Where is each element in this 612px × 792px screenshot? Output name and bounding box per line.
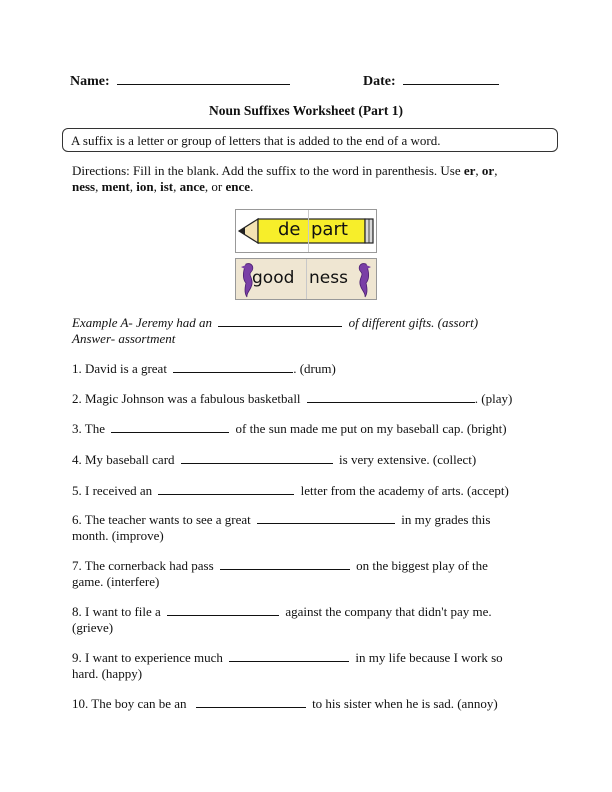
question-10	[72, 696, 498, 712]
answer-blank[interactable]	[220, 558, 350, 570]
question-6-line2: month. (improve)	[72, 528, 164, 543]
question-3	[72, 421, 507, 437]
pencil-suffix: part	[311, 219, 348, 240]
pencil-icon	[236, 210, 376, 252]
suffix-ist: ist	[160, 179, 174, 194]
question-text: 1. David is a great	[72, 361, 167, 376]
name-blank[interactable]	[117, 73, 290, 85]
question-text: 2. Magic Johnson was a fabulous basketball	[72, 391, 301, 406]
question-9-line2: hard. (happy)	[72, 666, 143, 681]
example-answer: Answer- assortment	[72, 331, 176, 346]
definition-text: A suffix is a letter or group of letters that is added to the end of a word.	[71, 133, 441, 148]
question-text: 6. The teacher wants to see a great	[72, 512, 251, 527]
suffix-ence: ence	[225, 179, 251, 194]
name-field	[70, 73, 290, 90]
suffix-or: or	[481, 163, 495, 178]
answer-blank[interactable]	[167, 604, 279, 616]
separator: ,	[173, 179, 180, 194]
question-6	[72, 512, 490, 528]
separator: , or	[204, 179, 226, 194]
question-7-line2: game. (interfere)	[72, 574, 160, 589]
example-lead: Example A- Jeremy had an	[72, 315, 213, 330]
separator: ,	[494, 163, 498, 178]
separator: ,	[153, 179, 161, 194]
question-hint: on the biggest play of the	[356, 558, 488, 573]
question-hint: is very extensive. (collect)	[339, 452, 477, 467]
suffix-ance: ance	[179, 179, 205, 194]
separator: .	[250, 179, 254, 194]
example-blank	[218, 315, 342, 327]
seahorse-word-card	[235, 258, 377, 300]
date-label: Date:	[363, 74, 396, 89]
pencil-root: de	[278, 219, 301, 240]
question-1	[72, 361, 336, 377]
question-text: 5. I received an	[72, 483, 153, 498]
question-9	[72, 650, 503, 666]
example-tail: of different gifts. (assort)	[348, 315, 479, 330]
question-text: 10. The boy can be an	[72, 696, 187, 711]
question-hint: . (play)	[474, 391, 513, 406]
answer-blank[interactable]	[229, 650, 349, 662]
question-text: 7. The cornerback had pass	[72, 558, 214, 573]
directions	[72, 163, 542, 195]
separator: ,	[95, 179, 102, 194]
question-text: 9. I want to experience much	[72, 650, 223, 665]
word-divider	[308, 210, 309, 252]
separator: ,	[129, 179, 137, 194]
question-8-line2: (grieve)	[72, 620, 114, 635]
question-hint: to his sister when he is sad. (annoy)	[312, 696, 498, 711]
seahorse-root: good	[252, 268, 295, 288]
seahorse-suffix: ness	[309, 268, 348, 288]
question-8	[72, 604, 492, 620]
question-7	[72, 558, 488, 574]
question-hint: in my grades this	[401, 512, 491, 527]
question-4	[72, 452, 476, 468]
question-hint: letter from the academy of arts. (accept)	[300, 483, 509, 498]
answer-blank[interactable]	[181, 452, 333, 464]
question-text: 3. The	[72, 421, 105, 436]
question-2	[72, 391, 512, 407]
answer-blank[interactable]	[173, 361, 293, 373]
pencil-word-card	[235, 209, 377, 253]
answer-blank[interactable]	[307, 391, 475, 403]
question-5	[72, 483, 509, 499]
question-hint: . (drum)	[293, 361, 336, 376]
question-hint: against the company that didn't pay me.	[285, 604, 492, 619]
separator: ,	[475, 163, 482, 178]
question-text: 4. My baseball card	[72, 452, 175, 467]
word-divider	[306, 259, 307, 299]
date-blank[interactable]	[403, 73, 499, 85]
name-label: Name:	[70, 74, 110, 89]
suffix-er: er	[463, 163, 476, 178]
page-title: Noun Suffixes Worksheet (Part 1)	[209, 103, 403, 118]
date-field	[363, 73, 499, 90]
question-hint: in my life because I work so	[355, 650, 503, 665]
suffix-ness: ness	[72, 179, 96, 194]
directions-text: Directions: Fill in the blank. Add the suffix to the word in parenthesis. Use	[72, 163, 464, 178]
answer-blank[interactable]	[111, 421, 229, 433]
answer-blank[interactable]	[196, 696, 306, 708]
question-hint: of the sun made me put on my baseball cap. (bright)	[235, 421, 507, 436]
example-line	[72, 315, 478, 331]
question-text: 8. I want to file a	[72, 604, 161, 619]
suffix-ion: ion	[136, 179, 154, 194]
definition-box	[62, 128, 558, 152]
suffix-ment: ment	[101, 179, 130, 194]
answer-blank[interactable]	[158, 483, 294, 495]
answer-blank[interactable]	[257, 512, 395, 524]
